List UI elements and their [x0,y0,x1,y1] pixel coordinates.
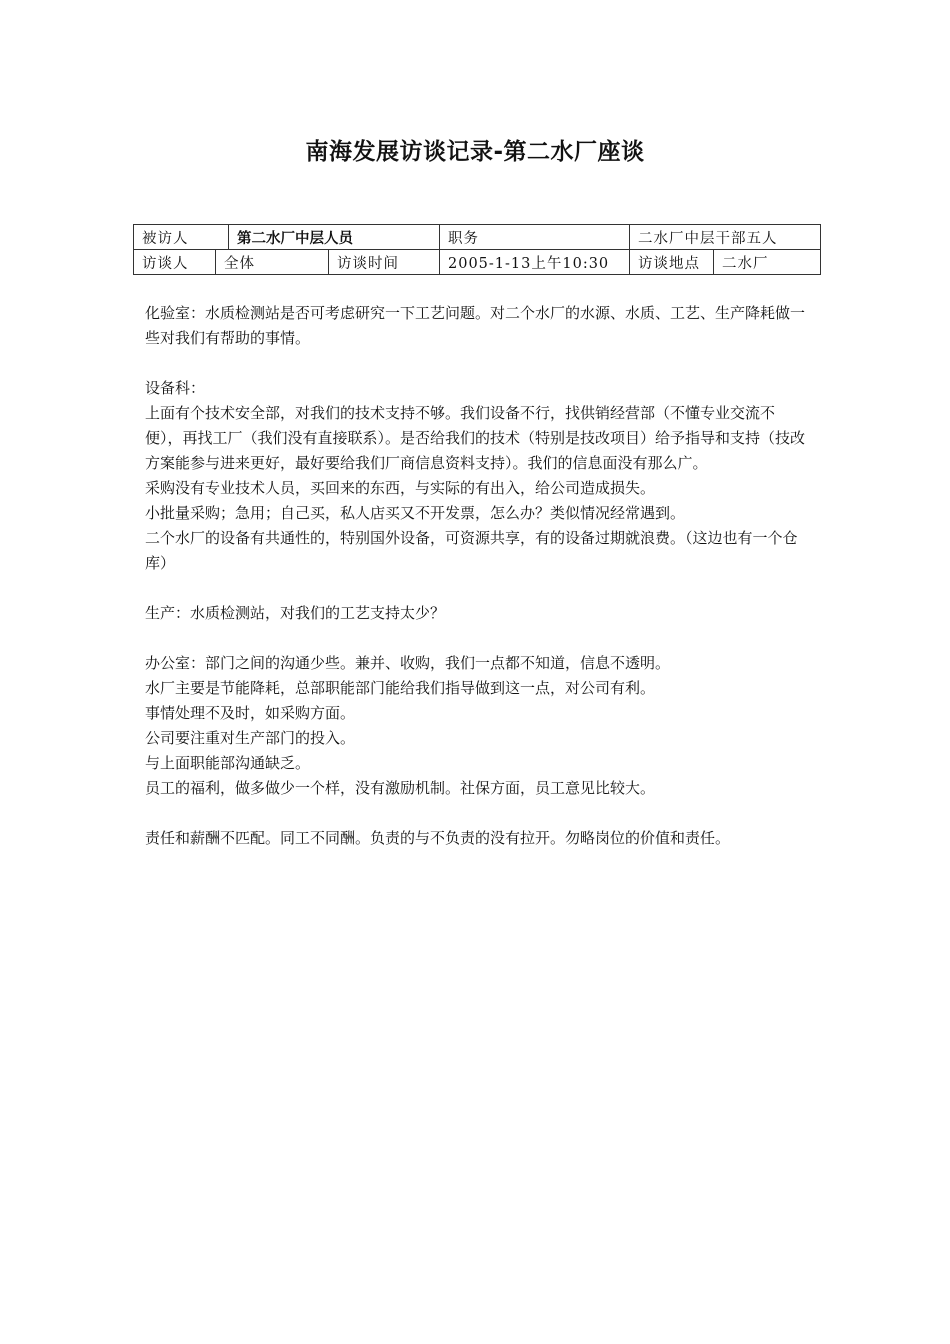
position-label: 职务 [440,225,630,250]
interview-info-table [133,224,821,275]
paragraph: 公司要注重对生产部门的投入。 [145,729,356,747]
paragraph: 小批量采购；急用；自己买，私人店买又不开发票，怎么办？类似情况经常遇到。 [145,504,686,522]
paragraph: 员工的福利，做多做少一个样，没有激励机制。社保方面，员工意见比较大。 [145,779,656,797]
paragraph: 上面有个技术安全部，对我们的技术支持不够。我们设备不行，找供销经营部（不懂专业交流不便），再找工厂（我们没有直接联系）。是否给我们的技术（特别是技改项目）给予指导和支持（技改方案能参与进来更好，最好要给我们厂商信息资料支持）。我们的信息面没有那么广。 [145,404,806,472]
paragraph: 化验室：水质检测站是否可考虑研究一下工艺问题。对二个水厂的水源、水质、工艺、生产降耗做一些对我们有帮助的事情。 [145,304,806,347]
paragraph: 水厂主要是节能降耗，总部职能部门能给我们指导做到这一点，对公司有利。 [145,679,656,697]
time-label: 访谈时间 [329,250,440,275]
location-label: 访谈地点 [630,250,714,275]
paragraph: 与上面职能部沟通缺乏。 [145,754,311,772]
page-title: 南海发展访谈记录-第二水厂座谈 [305,139,645,165]
paragraph: 生产：水质检测站，对我们的工艺支持太少？ [145,604,446,622]
document-body [145,301,809,851]
interviewer-value: 全体 [216,250,329,275]
interviewee-value: 第二水厂中层人员 [229,225,440,250]
position-value: 二水厂中层干部五人 [630,225,821,250]
paragraph: 二个水厂的设备有共通性的，特别国外设备，可资源共享，有的设备过期就浪费。（这边也有一个仓库） [145,529,798,572]
paragraph: 采购没有专业技术人员，买回来的东西，与实际的有出入，给公司造成损失。 [145,479,656,497]
info-row-interviewer [134,250,821,275]
time-value: 2005-1-13上午10:30 [440,250,630,275]
interviewee-label: 被访人 [134,225,229,250]
paragraph: 事情处理不及时，如采购方面。 [145,704,356,722]
location-value: 二水厂 [714,250,821,275]
paragraph: 责任和薪酬不匹配。同工不同酬。负责的与不负责的没有拉开。勿略岗位的价值和责任。 [145,829,731,847]
info-row-interviewee [134,225,821,250]
paragraph: 办公室：部门之间的沟通少些。兼并、收购，我们一点都不知道，信息不透明。 [145,654,671,672]
interviewer-label: 访谈人 [134,250,216,275]
paragraph: 设备科： [145,379,206,397]
